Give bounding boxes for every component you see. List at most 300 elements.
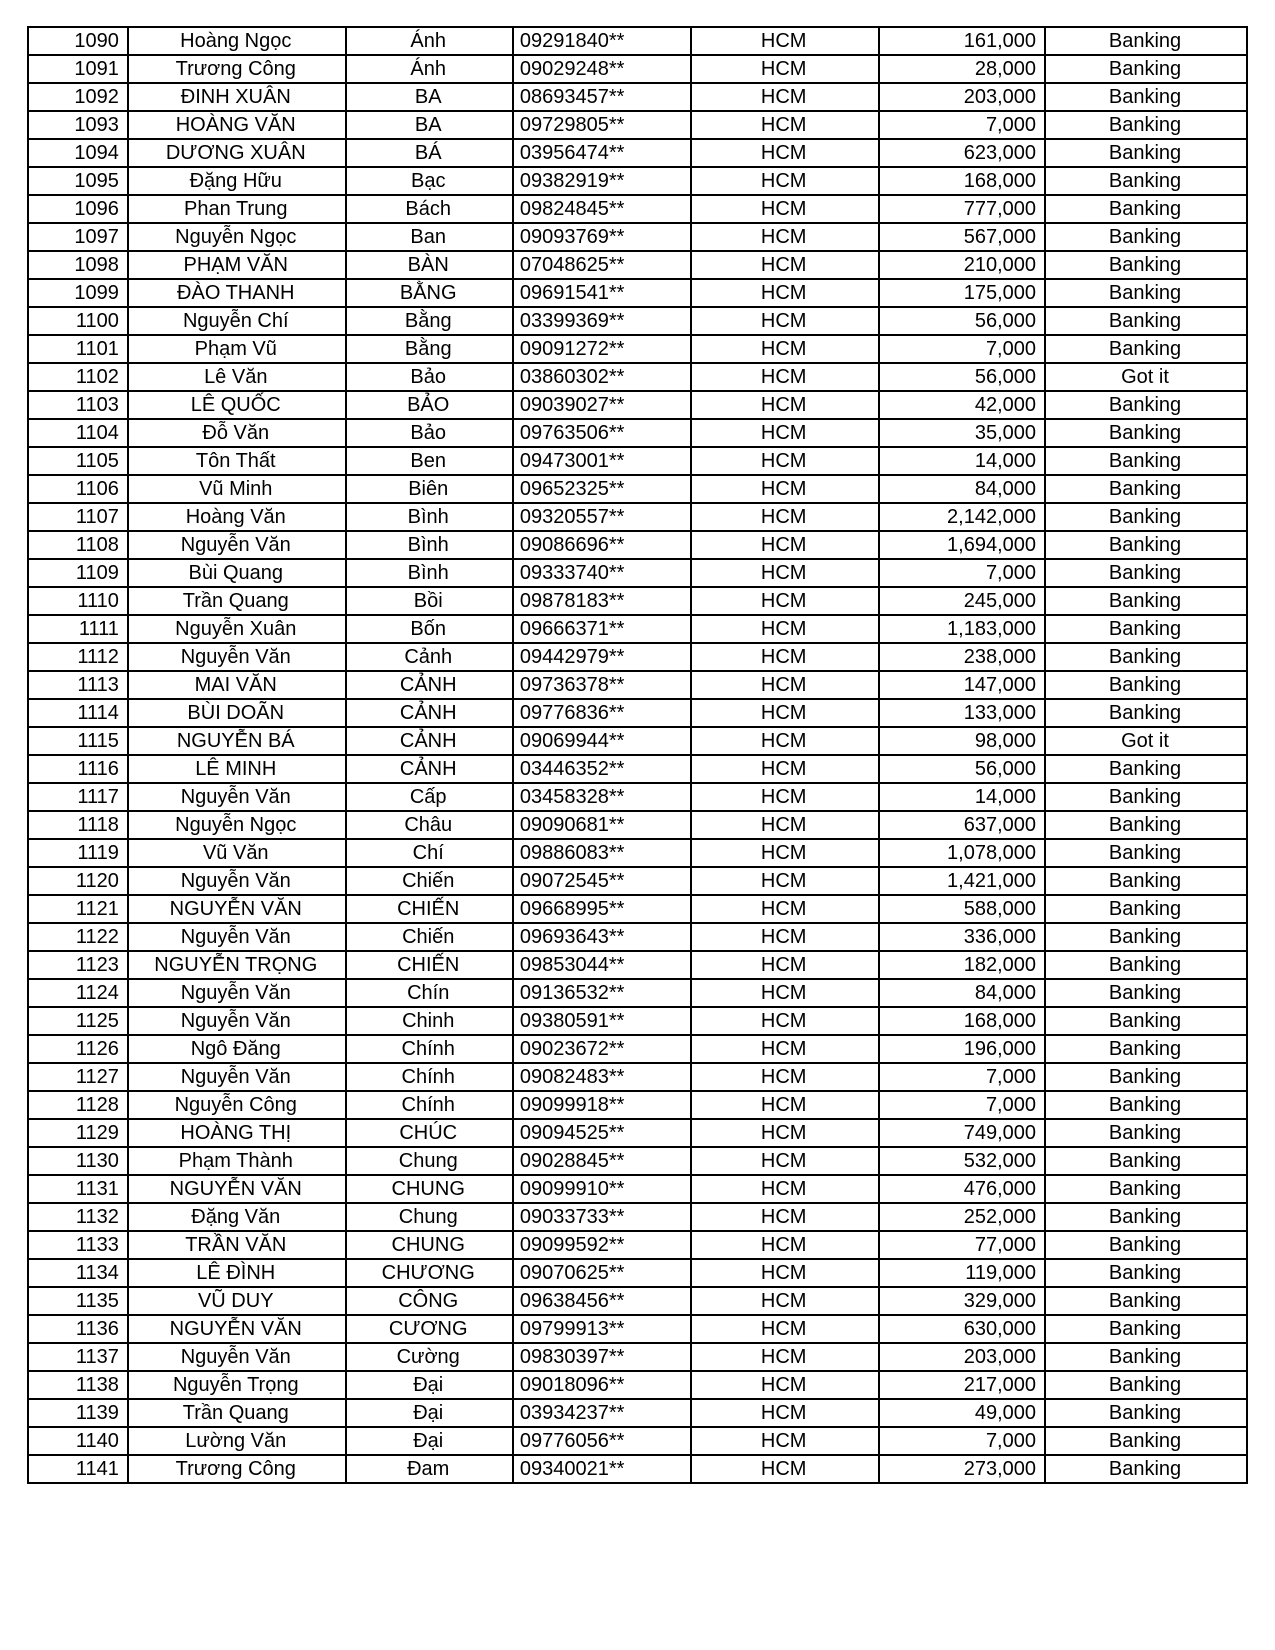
method-cell: Got it (1045, 727, 1247, 755)
city-cell: HCM (691, 447, 879, 475)
method-cell: Banking (1045, 839, 1247, 867)
table-row (28, 1147, 1247, 1175)
surname-cell: Bùi Quang (128, 559, 346, 587)
method-cell: Banking (1045, 1455, 1247, 1483)
table-row (28, 951, 1247, 979)
given-name-cell: Đại (346, 1399, 513, 1427)
surname-cell: LÊ MINH (128, 755, 346, 783)
table-row (28, 1315, 1247, 1343)
table-row (28, 27, 1247, 55)
city-cell: HCM (691, 811, 879, 839)
method-cell: Banking (1045, 1343, 1247, 1371)
row-number: 1126 (28, 1035, 128, 1063)
phone-cell: 07048625** (513, 251, 691, 279)
phone-cell: 09136532** (513, 979, 691, 1007)
surname-cell: TRẦN VĂN (128, 1231, 346, 1259)
amount-cell: 175,000 (879, 279, 1045, 307)
given-name-cell: Bình (346, 559, 513, 587)
row-number: 1092 (28, 83, 128, 111)
given-name-cell: Chính (346, 1035, 513, 1063)
method-cell: Got it (1045, 363, 1247, 391)
table-row (28, 111, 1247, 139)
surname-cell: Nguyễn Văn (128, 1063, 346, 1091)
table-row (28, 139, 1247, 167)
phone-cell: 03860302** (513, 363, 691, 391)
city-cell: HCM (691, 27, 879, 55)
method-cell: Banking (1045, 699, 1247, 727)
table-row (28, 1175, 1247, 1203)
phone-cell: 09442979** (513, 643, 691, 671)
given-name-cell: Bách (346, 195, 513, 223)
method-cell: Banking (1045, 279, 1247, 307)
surname-cell: Nguyễn Công (128, 1091, 346, 1119)
phone-cell: 09291840** (513, 27, 691, 55)
city-cell: HCM (691, 671, 879, 699)
surname-cell: HOÀNG THỊ (128, 1119, 346, 1147)
given-name-cell: Bồi (346, 587, 513, 615)
table-row (28, 447, 1247, 475)
amount-cell: 196,000 (879, 1035, 1045, 1063)
given-name-cell: Ban (346, 223, 513, 251)
row-number: 1115 (28, 727, 128, 755)
given-name-cell: Bảo (346, 363, 513, 391)
given-name-cell: CHUNG (346, 1231, 513, 1259)
surname-cell: Phan Trung (128, 195, 346, 223)
method-cell: Banking (1045, 1315, 1247, 1343)
table-row (28, 195, 1247, 223)
given-name-cell: Chung (346, 1147, 513, 1175)
amount-cell: 35,000 (879, 419, 1045, 447)
method-cell: Banking (1045, 223, 1247, 251)
table-row (28, 643, 1247, 671)
phone-cell: 09853044** (513, 951, 691, 979)
row-number: 1100 (28, 307, 128, 335)
amount-cell: 7,000 (879, 1091, 1045, 1119)
given-name-cell: Chiến (346, 923, 513, 951)
table-row (28, 1371, 1247, 1399)
row-number: 1093 (28, 111, 128, 139)
phone-cell: 08693457** (513, 83, 691, 111)
phone-cell: 09736378** (513, 671, 691, 699)
row-number: 1113 (28, 671, 128, 699)
row-number: 1136 (28, 1315, 128, 1343)
table-row (28, 979, 1247, 1007)
method-cell: Banking (1045, 83, 1247, 111)
city-cell: HCM (691, 1007, 879, 1035)
row-number: 1138 (28, 1371, 128, 1399)
method-cell: Banking (1045, 419, 1247, 447)
given-name-cell: BẰNG (346, 279, 513, 307)
given-name-cell: BA (346, 83, 513, 111)
given-name-cell: BA (346, 111, 513, 139)
city-cell: HCM (691, 139, 879, 167)
amount-cell: 7,000 (879, 335, 1045, 363)
method-cell: Banking (1045, 951, 1247, 979)
row-number: 1106 (28, 475, 128, 503)
surname-cell: Nguyễn Ngọc (128, 811, 346, 839)
amount-cell: 532,000 (879, 1147, 1045, 1175)
table-row (28, 503, 1247, 531)
amount-cell: 49,000 (879, 1399, 1045, 1427)
table-row (28, 839, 1247, 867)
phone-cell: 09886083** (513, 839, 691, 867)
amount-cell: 14,000 (879, 783, 1045, 811)
surname-cell: LÊ ĐÌNH (128, 1259, 346, 1287)
table-row (28, 1343, 1247, 1371)
table-row (28, 1035, 1247, 1063)
city-cell: HCM (691, 503, 879, 531)
city-cell: HCM (691, 923, 879, 951)
city-cell: HCM (691, 279, 879, 307)
given-name-cell: Đại (346, 1427, 513, 1455)
phone-cell: 09094525** (513, 1119, 691, 1147)
phone-cell: 09082483** (513, 1063, 691, 1091)
surname-cell: Nguyễn Xuân (128, 615, 346, 643)
row-number: 1120 (28, 867, 128, 895)
phone-cell: 09086696** (513, 531, 691, 559)
method-cell: Banking (1045, 531, 1247, 559)
amount-cell: 203,000 (879, 83, 1045, 111)
surname-cell: NGUYỄN VĂN (128, 895, 346, 923)
amount-cell: 56,000 (879, 307, 1045, 335)
city-cell: HCM (691, 755, 879, 783)
row-number: 1141 (28, 1455, 128, 1483)
city-cell: HCM (691, 195, 879, 223)
phone-cell: 09382919** (513, 167, 691, 195)
phone-cell: 03399369** (513, 307, 691, 335)
table-row (28, 671, 1247, 699)
given-name-cell: CẢNH (346, 671, 513, 699)
given-name-cell: Chín (346, 979, 513, 1007)
given-name-cell: CHIẾN (346, 895, 513, 923)
phone-cell: 09878183** (513, 587, 691, 615)
city-cell: HCM (691, 1231, 879, 1259)
city-cell: HCM (691, 643, 879, 671)
method-cell: Banking (1045, 195, 1247, 223)
city-cell: HCM (691, 111, 879, 139)
phone-cell: 03956474** (513, 139, 691, 167)
method-cell: Banking (1045, 503, 1247, 531)
table-row (28, 307, 1247, 335)
surname-cell: Vũ Minh (128, 475, 346, 503)
phone-cell: 09320557** (513, 503, 691, 531)
phone-cell: 09093769** (513, 223, 691, 251)
given-name-cell: CHUNG (346, 1175, 513, 1203)
given-name-cell: CƯƠNG (346, 1315, 513, 1343)
table-row (28, 923, 1247, 951)
method-cell: Banking (1045, 979, 1247, 1007)
method-cell: Banking (1045, 643, 1247, 671)
method-cell: Banking (1045, 139, 1247, 167)
row-number: 1132 (28, 1203, 128, 1231)
amount-cell: 56,000 (879, 363, 1045, 391)
given-name-cell: Bằng (346, 307, 513, 335)
method-cell: Banking (1045, 391, 1247, 419)
city-cell: HCM (691, 1287, 879, 1315)
amount-cell: 84,000 (879, 475, 1045, 503)
city-cell: HCM (691, 1063, 879, 1091)
method-cell: Banking (1045, 1203, 1247, 1231)
surname-cell: Lường Văn (128, 1427, 346, 1455)
given-name-cell: Chính (346, 1063, 513, 1091)
table-row (28, 559, 1247, 587)
phone-cell: 09652325** (513, 475, 691, 503)
method-cell: Banking (1045, 475, 1247, 503)
phone-cell: 09729805** (513, 111, 691, 139)
method-cell: Banking (1045, 783, 1247, 811)
surname-cell: NGUYỄN TRỌNG (128, 951, 346, 979)
method-cell: Banking (1045, 923, 1247, 951)
row-number: 1112 (28, 643, 128, 671)
city-cell: HCM (691, 531, 879, 559)
row-number: 1102 (28, 363, 128, 391)
amount-cell: 777,000 (879, 195, 1045, 223)
method-cell: Banking (1045, 671, 1247, 699)
city-cell: HCM (691, 419, 879, 447)
city-cell: HCM (691, 1315, 879, 1343)
row-number: 1130 (28, 1147, 128, 1175)
surname-cell: Đặng Văn (128, 1203, 346, 1231)
phone-cell: 09069944** (513, 727, 691, 755)
amount-cell: 252,000 (879, 1203, 1045, 1231)
row-number: 1109 (28, 559, 128, 587)
row-number: 1095 (28, 167, 128, 195)
given-name-cell: Chính (346, 1091, 513, 1119)
surname-cell: ĐÀO THANH (128, 279, 346, 307)
phone-cell: 09691541** (513, 279, 691, 307)
city-cell: HCM (691, 699, 879, 727)
city-cell: HCM (691, 895, 879, 923)
surname-cell: NGUYỄN VĂN (128, 1175, 346, 1203)
surname-cell: Tôn Thất (128, 447, 346, 475)
city-cell: HCM (691, 979, 879, 1007)
method-cell: Banking (1045, 1063, 1247, 1091)
amount-cell: 238,000 (879, 643, 1045, 671)
given-name-cell: Đam (346, 1455, 513, 1483)
phone-cell: 09799913** (513, 1315, 691, 1343)
method-cell: Banking (1045, 1259, 1247, 1287)
city-cell: HCM (691, 1259, 879, 1287)
surname-cell: Hoàng Văn (128, 503, 346, 531)
amount-cell: 1,183,000 (879, 615, 1045, 643)
row-number: 1134 (28, 1259, 128, 1287)
surname-cell: Nguyễn Văn (128, 867, 346, 895)
table-row (28, 1007, 1247, 1035)
surname-cell: Nguyễn Văn (128, 1343, 346, 1371)
surname-cell: HOÀNG VĂN (128, 111, 346, 139)
table-row (28, 755, 1247, 783)
phone-cell: 09340021** (513, 1455, 691, 1483)
given-name-cell: BÁ (346, 139, 513, 167)
amount-cell: 210,000 (879, 251, 1045, 279)
method-cell: Banking (1045, 615, 1247, 643)
surname-cell: PHẠM VĂN (128, 251, 346, 279)
given-name-cell: Bảo (346, 419, 513, 447)
row-number: 1105 (28, 447, 128, 475)
row-number: 1124 (28, 979, 128, 1007)
phone-cell: 09033733** (513, 1203, 691, 1231)
phone-cell: 09072545** (513, 867, 691, 895)
surname-cell: Lê Văn (128, 363, 346, 391)
amount-cell: 7,000 (879, 111, 1045, 139)
given-name-cell: CHƯƠNG (346, 1259, 513, 1287)
phone-cell: 03458328** (513, 783, 691, 811)
row-number: 1121 (28, 895, 128, 923)
row-number: 1118 (28, 811, 128, 839)
row-number: 1139 (28, 1399, 128, 1427)
city-cell: HCM (691, 167, 879, 195)
method-cell: Banking (1045, 1091, 1247, 1119)
row-number: 1125 (28, 1007, 128, 1035)
city-cell: HCM (691, 1175, 879, 1203)
given-name-cell: Bằng (346, 335, 513, 363)
method-cell: Banking (1045, 895, 1247, 923)
city-cell: HCM (691, 251, 879, 279)
amount-cell: 630,000 (879, 1315, 1045, 1343)
method-cell: Banking (1045, 1399, 1247, 1427)
surname-cell: Nguyễn Ngọc (128, 223, 346, 251)
table-row (28, 1091, 1247, 1119)
method-cell: Banking (1045, 1147, 1247, 1175)
phone-cell: 09638456** (513, 1287, 691, 1315)
amount-cell: 2,142,000 (879, 503, 1045, 531)
city-cell: HCM (691, 727, 879, 755)
amount-cell: 133,000 (879, 699, 1045, 727)
row-number: 1110 (28, 587, 128, 615)
amount-cell: 203,000 (879, 1343, 1045, 1371)
city-cell: HCM (691, 951, 879, 979)
given-name-cell: CẢNH (346, 699, 513, 727)
method-cell: Banking (1045, 55, 1247, 83)
table-row (28, 867, 1247, 895)
surname-cell: Phạm Vũ (128, 335, 346, 363)
amount-cell: 98,000 (879, 727, 1045, 755)
table-row (28, 475, 1247, 503)
surname-cell: VŨ DUY (128, 1287, 346, 1315)
surname-cell: LÊ QUỐC (128, 391, 346, 419)
surname-cell: Nguyễn Văn (128, 923, 346, 951)
given-name-cell: Châu (346, 811, 513, 839)
city-cell: HCM (691, 335, 879, 363)
table-row (28, 1399, 1247, 1427)
method-cell: Banking (1045, 167, 1247, 195)
amount-cell: 245,000 (879, 587, 1045, 615)
city-cell: HCM (691, 55, 879, 83)
method-cell: Banking (1045, 111, 1247, 139)
table-row (28, 279, 1247, 307)
surname-cell: Hoàng Ngọc (128, 27, 346, 55)
surname-cell: Trần Quang (128, 587, 346, 615)
surname-cell: Nguyễn Trọng (128, 1371, 346, 1399)
city-cell: HCM (691, 587, 879, 615)
surname-cell: Trần Quang (128, 1399, 346, 1427)
row-number: 1127 (28, 1063, 128, 1091)
city-cell: HCM (691, 391, 879, 419)
data-table (27, 26, 1248, 1484)
table-row (28, 251, 1247, 279)
table-row (28, 1119, 1247, 1147)
amount-cell: 476,000 (879, 1175, 1045, 1203)
row-number: 1114 (28, 699, 128, 727)
row-number: 1116 (28, 755, 128, 783)
given-name-cell: Bốn (346, 615, 513, 643)
surname-cell: Nguyễn Văn (128, 1007, 346, 1035)
given-name-cell: Đại (346, 1371, 513, 1399)
city-cell: HCM (691, 1427, 879, 1455)
city-cell: HCM (691, 1147, 879, 1175)
surname-cell: BÙI DOÃN (128, 699, 346, 727)
phone-cell: 09473001** (513, 447, 691, 475)
amount-cell: 1,078,000 (879, 839, 1045, 867)
table-row (28, 1063, 1247, 1091)
table-row (28, 83, 1247, 111)
surname-cell: NGUYỄN VĂN (128, 1315, 346, 1343)
table-body (28, 27, 1247, 1483)
method-cell: Banking (1045, 1007, 1247, 1035)
city-cell: HCM (691, 783, 879, 811)
method-cell: Banking (1045, 335, 1247, 363)
phone-cell: 09776836** (513, 699, 691, 727)
amount-cell: 567,000 (879, 223, 1045, 251)
city-cell: HCM (691, 1035, 879, 1063)
amount-cell: 84,000 (879, 979, 1045, 1007)
given-name-cell: Ánh (346, 55, 513, 83)
city-cell: HCM (691, 1399, 879, 1427)
row-number: 1098 (28, 251, 128, 279)
row-number: 1135 (28, 1287, 128, 1315)
table-row (28, 223, 1247, 251)
phone-cell: 03446352** (513, 755, 691, 783)
table-row (28, 783, 1247, 811)
given-name-cell: CHÚC (346, 1119, 513, 1147)
row-number: 1140 (28, 1427, 128, 1455)
city-cell: HCM (691, 615, 879, 643)
amount-cell: 56,000 (879, 755, 1045, 783)
given-name-cell: Bình (346, 531, 513, 559)
table-row (28, 531, 1247, 559)
given-name-cell: Ánh (346, 27, 513, 55)
phone-cell: 09028845** (513, 1147, 691, 1175)
surname-cell: Vũ Văn (128, 839, 346, 867)
surname-cell: Nguyễn Chí (128, 307, 346, 335)
row-number: 1108 (28, 531, 128, 559)
amount-cell: 28,000 (879, 55, 1045, 83)
row-number: 1131 (28, 1175, 128, 1203)
table-row (28, 335, 1247, 363)
given-name-cell: Cường (346, 1343, 513, 1371)
phone-cell: 09824845** (513, 195, 691, 223)
method-cell: Banking (1045, 1371, 1247, 1399)
table-row (28, 1427, 1247, 1455)
surname-cell: Nguyễn Văn (128, 979, 346, 1007)
phone-cell: 09099592** (513, 1231, 691, 1259)
amount-cell: 168,000 (879, 1007, 1045, 1035)
table-row (28, 363, 1247, 391)
phone-cell: 09091272** (513, 335, 691, 363)
city-cell: HCM (691, 1091, 879, 1119)
city-cell: HCM (691, 363, 879, 391)
table-row (28, 1455, 1247, 1483)
phone-cell: 09763506** (513, 419, 691, 447)
phone-cell: 09333740** (513, 559, 691, 587)
row-number: 1111 (28, 615, 128, 643)
surname-cell: Nguyễn Văn (128, 783, 346, 811)
phone-cell: 09018096** (513, 1371, 691, 1399)
table-row (28, 55, 1247, 83)
phone-cell: 09776056** (513, 1427, 691, 1455)
phone-cell: 09666371** (513, 615, 691, 643)
given-name-cell: BÀN (346, 251, 513, 279)
